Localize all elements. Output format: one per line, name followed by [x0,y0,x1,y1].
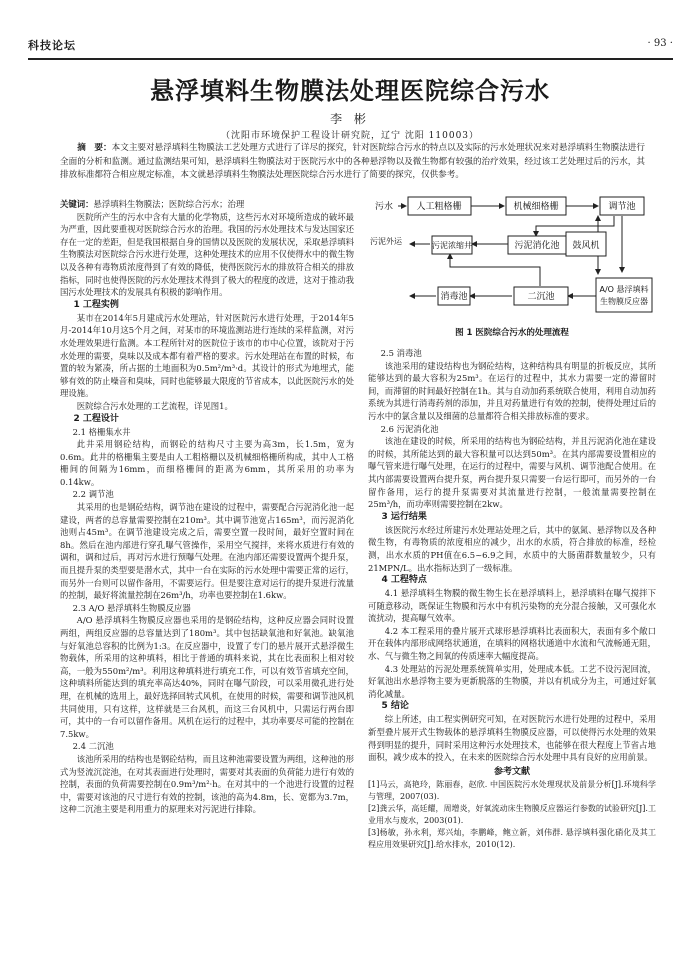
subsection-heading: 2.3 A/O 悬浮填料生物膜反应器 [72,602,191,613]
section-heading: 2 工程设计 [73,413,119,424]
node-sludge-transport: 污泥外运 [370,237,402,246]
node-ao-reactor: 生物膜反应器 [600,297,648,306]
node-sludge-digest: 污泥消化池 [514,241,560,251]
paragraph: 4.2 本工程采用的叠片展开式球形悬浮填料比表面积大，表面有多个敞口开在载体内部形成网络状通道，在填料的网格状通道中水流和气流畅通无阻，水、气与微生物之间氧的传质速率大幅度提高。 [368,625,656,662]
paragraph: 4.1 悬浮填料生物膜的微生物生长在悬浮填料上，悬浮填料在曝气搅拌下可随意移动，既保证生物膜和污水中有机污染物的充分混合接触，又可强化水流扰动，提高曝气效率。 [368,588,656,624]
journal-name: 科技论坛 [28,39,76,52]
paragraph: 医院综合污水处理的工艺流程，详见图1。 [76,400,233,411]
paragraph: A/O 悬浮填料生物膜反应器也采用的是钢砼结构，这种反应器会同时设置两组，两组反应器的总容量达到了180m³。其中包括缺氧池和好氧池。缺氧池与好氧池总容积的比例为1:3。在反应器中，设置了专门的悬片展开式悬浮微生物载体，所采用的这种填料，相比于普通的填料来说，其在比表面积上相对较高，一般为550m²/m³。利用这种填料进行填充工作，可以有效节省填充空间，这种填料所能达到的填充率高达40%，同时在曝气阶段，可以采用微孔进行处理，在机械的选用上，最好选择回转式风机，在使用的时候，需要和调节池风机共同使用，只有这样，这样就是三台风机，而这三台风机中，只需运行两台即可，其中的一台可以留作备用。风机在运行的过程中，其功率要尽可能的控制在7.5kw。 [60,615,354,739]
section-heading: 4 工程特点 [381,575,427,586]
node-equalization: 调节池 [608,202,636,212]
subsection-heading: 2.2 调节池 [72,489,114,500]
paragraph: 该池在建设的时候，所采用的结构也为钢砼结构，并且污泥消化池在建设的时候，其所能达到的最大容积量可以达到50m³。在其内部需要设置相应的曝气管来进行曝气处理，在运行的过程中，需要与风机、调节池配合使用。在其内部需要设置两台提升泵，两台提升泵只需要一台运行即可，而另外的一台留作备用，运行的提升泵需要对其流量进行控制，一般流量需要控制在25m³/h，而功率则需要控制在2kw。 [368,436,656,510]
paragraph: 该池所采用的结构也是钢砼结构，而且这种池需要设置为两组，这种池的形式为竖流沉淀池，在对其表面进行处理时，需要对其表面的负荷能力进行有效的控制，表面的负荷需要控制在0.9m³/m²·h。在对其中的一个池进行设置的过程中，需要对该池的尺寸进行有效的控制，该池的高为4.8m，长、宽都为3.7m，这种二沉池主要是利用重力的原理来对污泥进行排除。 [60,753,354,815]
node-blower: 鼓风机 [572,241,600,251]
reference-item: [2]龚云华，高廷耀，周增炎，好氧流动床生物膜反应器运行参数的试验研究[J].工业用水与废水，2003(01). [368,803,656,825]
left-column [60,198,354,816]
node-sewage: 污水 [374,202,394,212]
reference-item: [1]马云，高艳玲，陈丽春，赵欣. 中国医院污水处理现状及前景分析[J].环境科学与管理，2007(03). [368,779,656,801]
abstract [60,142,645,183]
intro-paragraph: 医院所产生的污水中含有大量的化学物质，这些污水对环境所造成的破坏最为严重，因此要重视对医院综合污水的治理。我国的污水处理技术与发达国家还存在一定的差距，但是我国根据自身的国情以及医院的发展状况，采取悬浮填料生物膜法对医院综合污水进行处理，这种处理技术的应用不仅使得水中的微生物以及各种有毒物质浓度得到了有效的降低，使得医院污水的排放符合相关的排放指标，同时也使得医院的污水处理技术得到了极大的程度的改进，这对于推动我国污水处理技术的发展具有积极的影响作用。 [60,211,354,298]
section-heading: 3 运行结果 [381,511,427,522]
subsection-heading: 2.6 污泥消化池 [380,423,439,434]
node-box [596,278,652,312]
page-number: · 93 · [647,38,673,49]
paragraph: 某市在2014年5月建成污水处理站，针对医院污水进行处理，于2014年5月-2014年10月这5个月之间，对某市的环境监测站进行连续的采样监测，对污水处理效果进行监测。本工程所针对的医院位于该市的市中心位置，该院对于污水处理的需要，臭味以及成本都有着严格的要求。污水处理站在布置的时候，布置的较为紧凑，所占据的土地面积为0.5m²/m³·d。其设计的形式为地埋式，能够有效的防止噪音和臭味，同时也能够最大限度的节省成本，以此医院污水的处理设施。 [60,312,354,399]
keywords-label: 关键词： [60,199,94,209]
node-ao-reactor: A/O 悬浮填料 [599,285,649,294]
abstract-text: 本文主要对悬浮填料生物膜法工艺处理方式进行了详尽的探究，针对医院综合污水的特点以及实际的污水处理状况来对悬浮填料生物膜法进行全面的分析和监测。通过监测结果可知，悬浮填料生物膜法对于医院污水中的各种悬浮物以及微生物都有较强的治疗效果，经过该工艺处理过后的污水，其排放标准都符合相应规定标准，本文就悬浮填料生物膜法处理医院综合污水进行了简要的探究，仅供参考。 [60,143,645,180]
running-head [28,37,673,55]
reference-list [368,779,656,851]
node-clarifier: 二沉池 [527,292,555,302]
paragraph: 此井采用钢砼结构，而钢砼的结构尺寸主要为高3m，长1.5m，宽为0.6m。此井的格栅集主要是由人工粗格栅以及机械细格栅所构成，其中人工格栅间的间隔为16mm，而细格栅间的距离为6mm，其所采用的功率为0.14kw。 [60,439,354,487]
node-disinfection: 消毒池 [440,292,468,302]
paragraph: 该池采用的建设结构也为钢砼结构，这种结构具有明显的折板反应，其所能够达到的最大容积为25m³。在运行的过程中，其水力需要一定的滞留时间，而滞留的时间最好控制在1h。其与自动加药系统联合使用，利用自动加药系统为其进行消毒药剂的添加，并且对药量进行有效的控制，使得处理过后的污水中的氯含量以及细菌的总量都符合相关排放标准的要求。 [368,360,656,421]
paragraph: 该医院污水经过所建污水处理站处理之后，其中的氨氮、悬浮物以及各种微生物，有毒物质的浓度相应的减少，出水的水质，符合排放的标准，经检测，出水水质的PH值在6.5~6.9之间，水质中的大肠菌群数量较少，只有21MPN/L。出水指标达到了一级标准。 [368,524,656,573]
paragraph: 综上所述，由工程实例研究可知，在对医院污水进行处理的过程中，采用新型叠片展开式生物载体的悬浮填料生物膜反应器，可以使得污水处理的效果得到明显的提升，同时采用这种污水处理技术，也能够在很大程度上节省占地面积，减少成本的投入，在未来的医院综合污水处理中具有良好的应用前景。 [368,714,656,763]
figure-caption: 图 1 医院综合污水的处理流程 [455,328,569,338]
reference-item: [3]杨敏，孙永利，郑兴灿，李鹏峰，鲍立新，刘伟群. 悬浮填料强化硝化及其工程应用效果研究[J].给水排水，2010(12). [368,827,656,849]
author: 李 彬 [330,112,370,126]
section-heading: 1 工程实例 [73,299,119,310]
affiliation: （沈阳市环境保护工程设计研究院，辽宁 沈阳 110003） [220,131,480,141]
article-title: 悬浮填料生物膜法处理医院综合污水 [150,77,550,105]
paragraph: 4.3 处理站的污泥处理系统简单实用，处理成本低。工艺不设污泥回流，好氧池出水悬浮物主要为更新脱落的生物膜，并以有机成分为主，可通过好氧消化减量。 [368,663,656,699]
references-heading: 参考文献 [493,766,530,777]
section-heading: 5 结论 [381,701,409,712]
right-column [368,347,656,851]
node-fine-grid: 机械细格栅 [513,202,559,212]
keywords [60,198,354,211]
flow-diagram [368,192,656,324]
subsection-heading: 2.5 消毒池 [380,348,422,358]
node-coarse-grid: 人工粗格栅 [416,202,462,212]
subsection-heading: 2.1 格栅集水井 [72,426,131,437]
keywords-text: 悬浮填料生物膜法；医院综合污水；治理 [93,199,245,209]
subsection-heading: 2.4 二沉池 [72,741,114,752]
abstract-label: 摘 要： [77,143,112,153]
node-sludge-tank: 污泥浓缩井 [432,241,472,250]
paragraph: 其采用的也是钢砼结构，调节池在建设的过程中，需要配合污泥消化池一起建设，两者的总容量需要控制在210m³。其中调节池宽占165m³，而污泥消化池则占45m³。在调节池建设完成之后，需要空置一段时间，最好空置时间在8h。然后在池内部进行穿孔曝气管操作，采用空气搅拌，来将水质进行有效的调和，调和过后，再对污水进行预曝气处理。在池内部还需要设置两个提升泵，而且提升泵的类型要是潜水式，其中一台在实际的污水处理中需要正常的运行，而另外一台则可以留作备用，不需要运行。但是要注意对运行的提升泵进行流量的控制，最好将流量控制在26m³/h，功率也要控制在1.6kw。 [60,502,354,601]
header-rule [28,58,673,60]
process-flow-figure [368,192,656,337]
